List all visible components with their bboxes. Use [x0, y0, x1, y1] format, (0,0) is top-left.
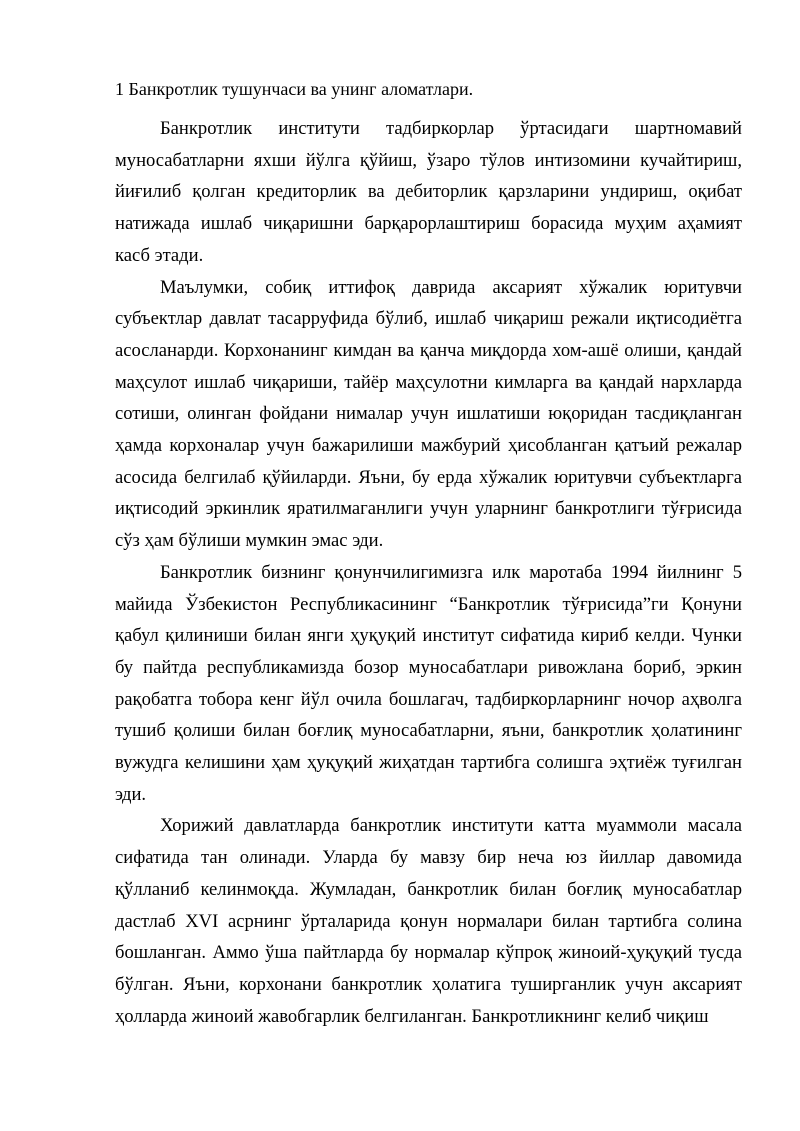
paragraph-2: Маълумки, собиқ иттифоқ даврида аксарият хўжалик юритувчи субъектлар давлат тасарруфида бўлиб, ишлаб чиқариш режали иқтисодиётга асосланарди. Корхонанинг кимдан ва қанча миқдорда хом-ашё олиши, қандай маҳсулот ишлаб чиқариши, тайёр маҳсулотни кимларга ва қандай нархларда сотиши, олинган фойдани нималар учун ишлатиши юқоридан тасдиқланган ҳамда корхоналар учун бажарилиши мажбурий ҳисобланган қатъий режалар асосида белгилаб қўйиларди. Яъни, бу ерда хўжалик юритувчи субъектларга иқтисодий эркинлик яратилмаганлиги учун уларнинг банкротлиги тўғрисида сўз ҳам бўлиши мумкин эмас эди. — [115, 276, 742, 552]
paragraph-3: Банкротлик бизнинг қонунчилигимизга илк маротаба 1994 йилнинг 5 майида Ўзбекистон Республикасининг “Банкротлик тўғрисида”ги Қонуни қабул қилиниши билан янги ҳуқуқий институт сифатида кириб келди. Чунки бу пайтда республикамизда бозор муносабатлари ривожлана бориб, эркин рақобатга тобора кенг йўл очила бошлагач, тадбиркорларнинг ночор аҳволга тушиб қолиши билан боғлиқ муносабатларни, яъни, банкротлик ҳолатининг вужудга келишини ҳам ҳуқуқий жиҳатдан тартибга солишга эҳтиёж туғилган эди. — [115, 561, 742, 805]
paragraph-1: Банкротлик институти тадбиркорлар ўртасидаги шартномавий муносабатларни яхши йўлга қўйиш, ўзаро тўлов интизомини кучайтириш, йиғилиб қолган кредиторлик ва дебиторлик қарзларини ундириш, оқибат натижада ишлаб чиқаришни барқарорлаштириш борасида муҳим аҳамият касб этади. — [115, 118, 742, 266]
section-heading: 1 Банкротлик тушунчаси ва унинг аломатлари. — [115, 79, 474, 99]
paragraph-4: Хорижий давлатларда банкротлик институти катта муаммоли масала сифатида тан олинади. Уларда бу мавзу бир неча юз йиллар давомида қўлланиб келинмоқда. Жумладан, банкротлик билан боғлиқ муносабатлар дастлаб XVI асрнинг ўрталарида қонун нормалари билан тартибга солина бошланган. Аммо ўша пайтларда бу нормалар кўпроқ жиноий-ҳуқуқий тусда бўлган. Яъни, корхонани банкротлик ҳолатига туширганлик учун аксарият ҳолларда жиноий жавобгарлик белгиланган. Банкротликнинг келиб чиқиш — [115, 815, 742, 1027]
